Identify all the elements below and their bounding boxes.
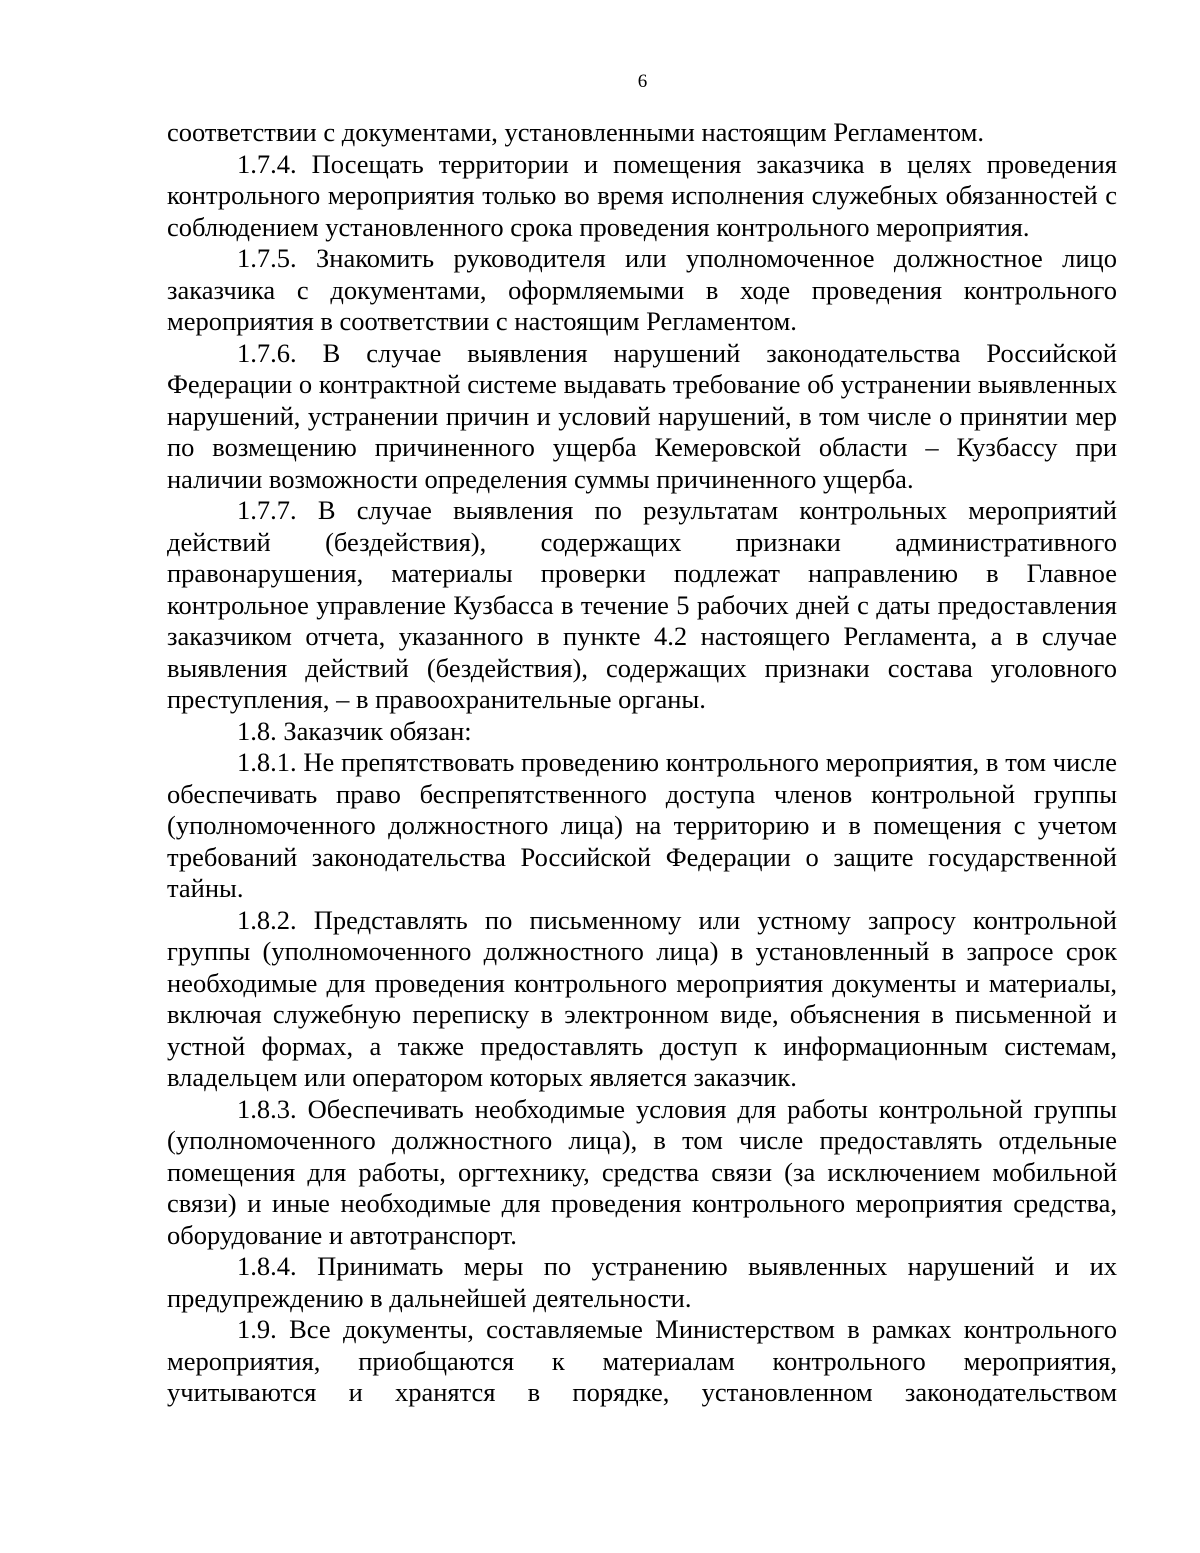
paragraph-continuation: соответствии с документами, установленными настоящим Регламентом. (167, 117, 985, 147)
paragraph-1-8-4: 1.8.4. Принимать меры по устранению выявленных нарушений и их предупреждению в дальнейшей деятельности. (167, 1251, 1117, 1313)
page-number: 6 (637, 71, 648, 92)
paragraph-1-7-5: 1.7.5. Знакомить руководителя или уполномоченное должностное лицо заказчика с документами, оформляемыми в ходе проведения контрольного мероприятия в соответствии с настоящим Регламентом. (167, 243, 1117, 336)
paragraph-1-7-7: 1.7.7. В случае выявления по результатам контрольных мероприятий действий (бездействия), содержащих признаки административного правонарушения, материалы проверки подлежат направлению в Главное контрольное управление Кузбасса в течение 5 рабочих дней с даты предоставления заказчиком отчета, указанного в пункте 4.2 настоящего Регламента, а в случае выявления действий (бездействия), содержащих признаки состава уголовного преступления, – в правоохранительные органы. (167, 495, 1117, 714)
document-body (167, 117, 1117, 1409)
paragraph-1-8-1: 1.8.1. Не препятствовать проведению контрольного мероприятия, в том числе обеспечивать право беспрепятственного доступа членов контрольной группы (уполномоченного должностного лица) на территорию и в помещения с учетом требований законодательства Российской Федерации о защите государственной тайны. (167, 747, 1117, 903)
paragraph-1-8: 1.8. Заказчик обязан: (237, 715, 472, 746)
paragraph-1-9: 1.9. Все документы, составляемые Министерством в рамках контрольного мероприятия, приобщаются к материалам контрольного мероприятия, учитываются и хранятся в порядке, установленном законодательством (167, 1314, 1117, 1407)
paragraph-1-7-4: 1.7.4. Посещать территории и помещения заказчика в целях проведения контрольного мероприятия только во время исполнения служебных обязанностей с соблюдением установленного срока проведения контрольного мероприятия. (167, 148, 1117, 242)
paragraph-1-8-3: 1.8.3. Обеспечивать необходимые условия для работы контрольной группы (уполномоченного должностного лица), в том числе предоставлять отдельные помещения для работы, оргтехнику, средства связи (за исключением мобильной связи) и иные необходимые для проведения контрольного мероприятия средства, оборудование и автотранспорт. (167, 1093, 1117, 1250)
paragraph-1-7-6: 1.7.6. В случае выявления нарушений законодательства Российской Федерации о контрактной системе выдавать требование об устранении выявленных нарушений, устранении причин и условий нарушений, в том числе о принятии мер по возмещению причиненного ущерба Кемеровской области – Кузбассу при наличии возможности определения суммы причиненного ущерба. (167, 337, 1117, 494)
paragraph-1-8-2: 1.8.2. Представлять по письменному или устному запросу контрольной группы (уполномоченного должностного лица) в установленный в запросе срок необходимые для проведения контрольного мероприятия документы и материалы, включая служебную переписку в электронном виде, объяснения в письменной и устной формах, а также предоставлять доступ к информационным системам, владельцем или оператором которых является заказчик. (167, 904, 1117, 1092)
